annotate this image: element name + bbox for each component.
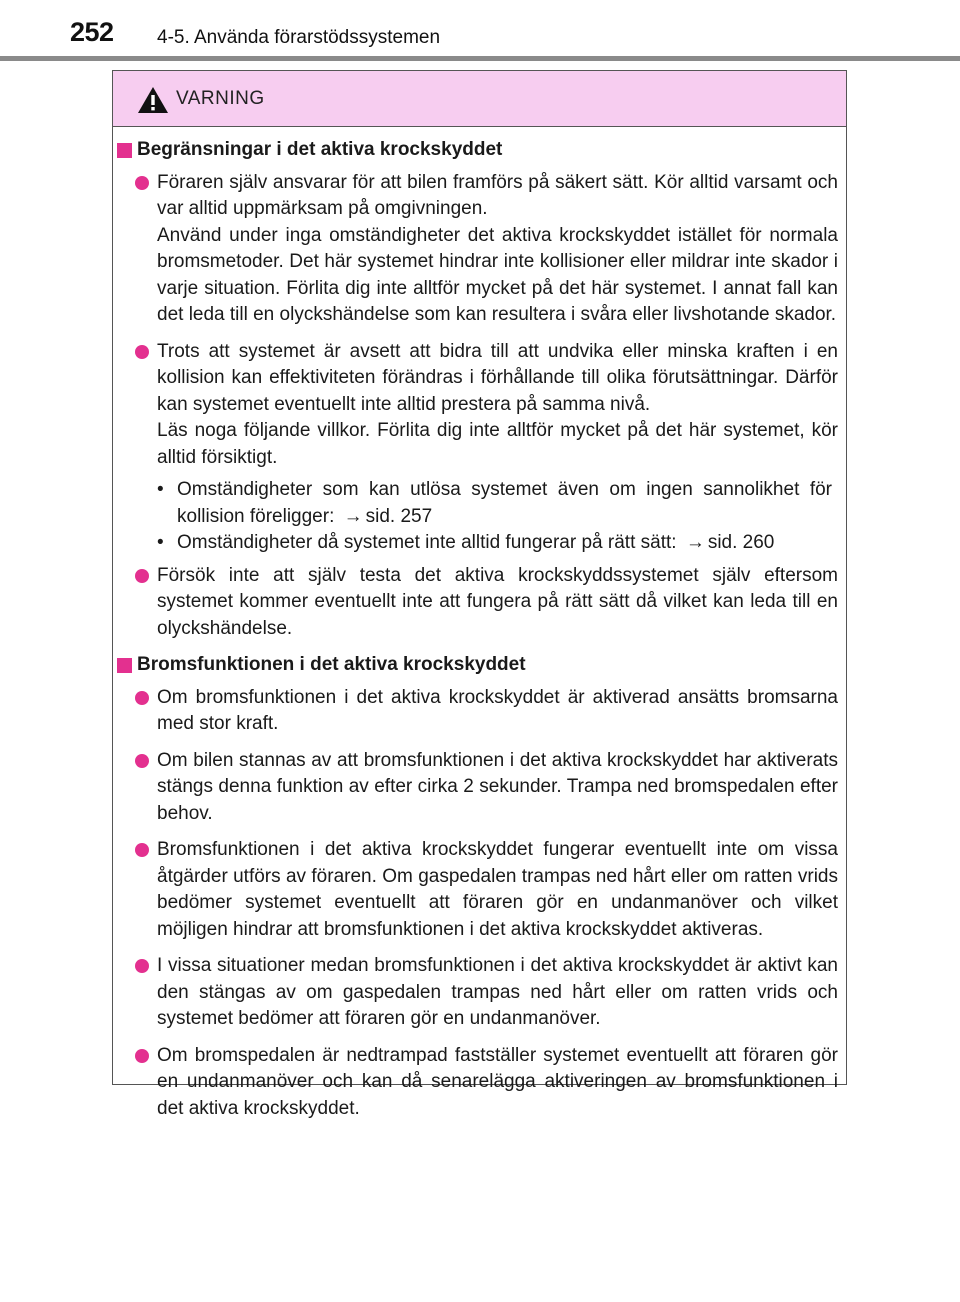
section-heading xyxy=(113,137,846,164)
bullet-paragraph: Trots att systemet är avsett att bidra till att undvika eller minska kraften i en kollision kan effektiviteten förändras i förhållande till olika förutsättningar. Därför kan systemet eventuellt inte alltid prestera på samma nivå. xyxy=(157,340,838,415)
bullet-paragraph: Om bilen stannas av att bromsfunktionen i det aktiva krockskyddet har aktiverats stängs denna funktion av efter cirka 2 sekunder. Trampa ned bromspedalen efter behov. xyxy=(157,749,838,824)
page-number: 252 xyxy=(70,17,114,47)
square-bullet-icon xyxy=(117,658,132,673)
bullet-paragraph: Om bromsfunktionen i det aktiva krockskyddet är aktiverad ansätts bromsarna med stor kraft. xyxy=(157,686,838,734)
sub-item xyxy=(113,477,846,530)
section-heading-text: Bromsfunktionen i det aktiva krockskyddet xyxy=(137,654,526,675)
bullet-item xyxy=(113,837,846,943)
square-bullet-icon xyxy=(117,143,132,158)
bullet-paragraph: Om bromspedalen är nedtrampad fastställer systemet eventuellt att föraren gör en undanmanöver och kan då senarelägga aktiveringen av bromsfunktionen i det aktiva krockskyddet. xyxy=(157,1044,838,1119)
round-bullet-icon xyxy=(135,176,149,190)
round-bullet-icon xyxy=(135,691,149,705)
bullet-item xyxy=(113,563,846,643)
page-reference-link[interactable]: sid. 257 xyxy=(365,505,433,527)
bullet-paragraph: I vissa situationer medan bromsfunktionen i det aktiva krockskyddet är aktivt kan den stängas av om gaspedalen trampas ned hårt eller om ratten vrids och systemet bedömer att föraren gör en undanmanöver. xyxy=(157,955,838,1029)
round-bullet-icon xyxy=(135,345,149,359)
round-bullet-icon xyxy=(135,754,149,768)
warning-title: VARNING xyxy=(176,88,265,109)
warning-body xyxy=(113,127,846,1122)
bullet-item xyxy=(113,953,846,1033)
warning-triangle-icon xyxy=(137,86,169,114)
warning-header xyxy=(113,71,846,127)
arrow-right-icon: → xyxy=(685,532,705,553)
round-bullet-icon xyxy=(135,569,149,583)
sub-bullet-icon: • xyxy=(157,532,164,553)
bullet-paragraph: Föraren själv ansvarar för att bilen framförs på säkert sätt. Kör alltid varsamt och var alltid uppmärksam på omgivningen. xyxy=(157,171,838,219)
header-rule xyxy=(0,56,960,61)
bullet-paragraph: Bromsfunktionen i det aktiva krockskyddet fungerar eventuellt inte om vissa åtgärder utförs av föraren. Om gaspedalen trampas ned hårt eller om ratten vrids bedömer systemet eventuellt att föraren gör en undanmanöver och vilket möjligen hindrar att bromsfunktionen i det aktiva krockskyddet aktiveras. xyxy=(157,839,838,940)
round-bullet-icon xyxy=(135,959,149,973)
sub-bullet-icon: • xyxy=(157,479,164,500)
round-bullet-icon xyxy=(135,1049,149,1063)
bullet-item xyxy=(113,1043,846,1123)
section-title: 4-5. Använda förarstödssystemen xyxy=(157,27,441,48)
sub-item-text: Omständigheter som kan utlösa systemet även om ingen sannolikhet för kollision föreligger: xyxy=(177,479,832,527)
warning-box xyxy=(112,70,847,1119)
bullet-item xyxy=(113,748,846,828)
page-reference-link[interactable]: sid. 260 xyxy=(707,532,775,553)
bullet-paragraph: Använd under inga omständigheter det aktiva krockskyddet istället för normala bromsmetoder. Det här systemet hindrar inte kollisioner eller mildrar inte skador i varje situation. Förlita dig inte alltför mycket på det här systemet. I annat fall kan det leda till en olyckshändelse som kan resultera i svåra eller livshotande skador. xyxy=(157,224,838,325)
page-header xyxy=(0,0,960,60)
sub-item xyxy=(113,530,846,557)
round-bullet-icon xyxy=(135,843,149,857)
bullet-paragraph: Försök inte att själv testa det aktiva krockskyddssystemet själv eftersom systemet kommer eventuellt inte att fungera på rätt sätt då vilket kan leda till en olyckshändelse. xyxy=(157,564,838,639)
bullet-paragraph: Läs noga följande villkor. Förlita dig inte alltför mycket på det här systemet, kör alltid försiktigt. xyxy=(157,420,838,468)
section-heading-text: Begränsningar i det aktiva krockskyddet xyxy=(137,139,503,160)
bullet-item xyxy=(113,170,846,329)
bullet-item xyxy=(113,339,846,472)
bullet-item xyxy=(113,685,846,738)
arrow-right-icon: → xyxy=(343,505,363,527)
sub-item-text: Omständigheter då systemet inte alltid fungerar på rätt sätt: xyxy=(177,532,677,553)
section-heading xyxy=(113,652,846,679)
